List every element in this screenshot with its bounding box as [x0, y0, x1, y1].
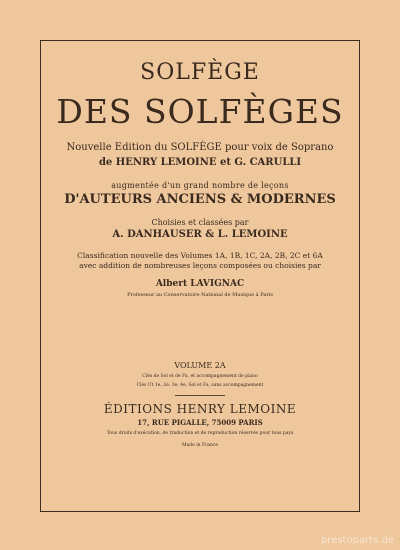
title-line-1: SOLFÈGE — [140, 60, 260, 85]
editors-line: A. DANHAUSER & L. LEMOINE — [112, 229, 288, 240]
chosen-line: Choisies et classées par — [151, 218, 249, 227]
divider-rule — [175, 395, 225, 396]
classification-line-2: avec addition de nombreuses leçons composées ou choisies par — [79, 261, 321, 270]
classification-line-1: Classification nouvelle des Volumes 1A, 1B, 1C, 2A, 2B, 2C et 6A — [77, 251, 323, 260]
augmented-line: augmentée d'un grand nombre de leçons — [111, 181, 289, 190]
subtitle-line-1: Nouvelle Edition du SOLFÈGE pour voix de Soprano — [66, 142, 334, 153]
title-line-2: DES SOLFÈGES — [56, 92, 344, 131]
watermark: prestoparts.de — [320, 535, 394, 546]
volume-detail-1: Clés de Sol et de Fa, et accompagnement de piano — [142, 374, 258, 379]
authors-line: D'AUTEURS ANCIENS & MODERNES — [64, 192, 336, 207]
publisher-name: ÉDITIONS HENRY LEMOINE — [103, 402, 297, 416]
reviser-name: Albert LAVIGNAC — [155, 279, 245, 289]
subtitle-line-2: de HENRY LEMOINE et G. CARULLI — [98, 157, 302, 168]
made-in-label: Made in France — [181, 443, 219, 448]
volume-detail-2: Clés Ut 1e, 2e, 3e, 4e, Sol et Fa, sans accompagnement — [136, 383, 264, 388]
publisher-address: 17, RUE PIGALLE, 75009 PARIS — [137, 418, 263, 427]
reviser-title: Professeur au Conservatoire National de Musique à Paris — [127, 292, 273, 298]
rights-notice: Tous droits d'exécution, de traduction et de reproduction réservés pour tous pays — [106, 431, 294, 436]
volume-label: VOLUME 2A — [174, 361, 226, 370]
